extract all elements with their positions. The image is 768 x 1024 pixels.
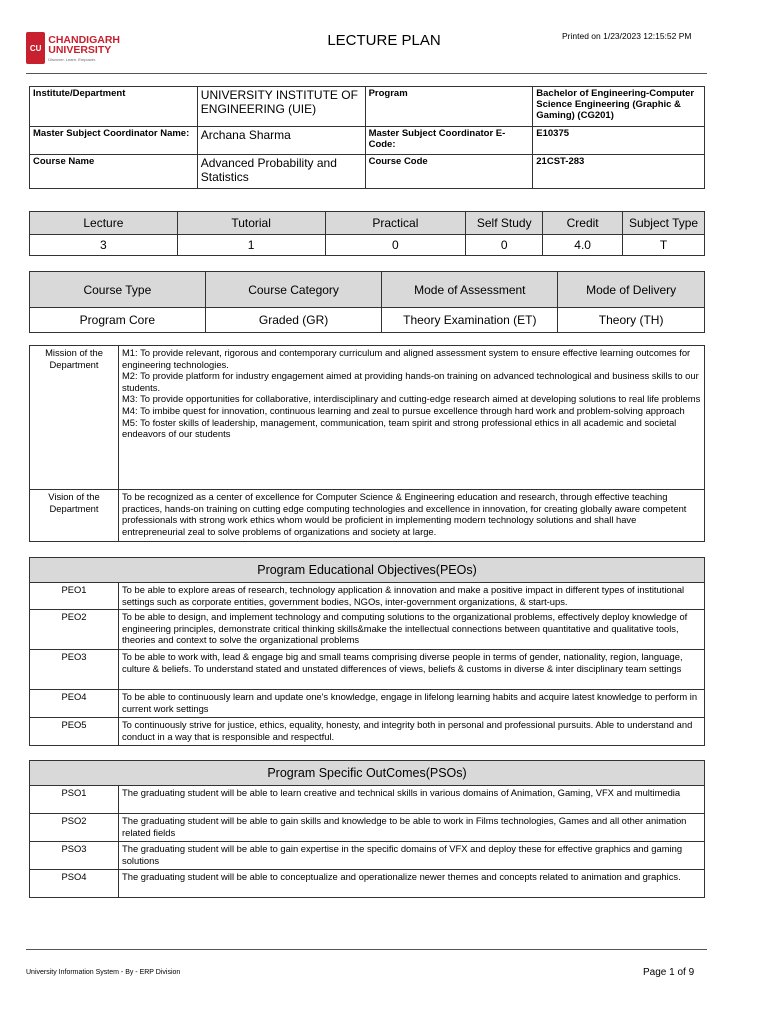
mission-item: M3: To provide opportunities for collaborative, interdisciplinary and cutting-edge research aimed at developing solutions to real life problems [122,393,701,405]
meta-value: Program Core [30,308,206,333]
logo-line1: CHANDIGARH [48,33,120,46]
header-divider [26,73,707,74]
course-name-value: Advanced Probability and Statistics [197,155,365,189]
credit-table [29,211,705,256]
coordinator-value: Archana Sharma [197,127,365,155]
mission-item: M1: To provide relevant, rigorous and contemporary curriculum and aligned assessment system to ensure effective learning outcomes for engineering technologies. [122,347,691,370]
credit-value: 1 [177,235,325,256]
credit-header: Subject Type [623,212,705,235]
peo-text: To be able to design, and implement technology and computing solutions to the organizational problems, effectively deploy knowledge of engineering principles, demonstrate critical thinking skills&make the intellectual connections between quantitative and qualitative tools, theories and context to solve the organizational problems [119,610,705,650]
peo-text: To be able to work with, lead & engage big and small teams comprising diverse people in terms of gender, nationality, region, language, culture & beliefs. To understand stated and unstated differences of views, beliefs & customs in diverse & inter disciplinary team settings [119,650,705,690]
pso-code: PSO2 [30,814,119,842]
credit-value: 4.0 [543,235,623,256]
logo-line2: UNIVERSITY [48,44,112,56]
dept-label: Institute/Department [30,87,198,127]
footer-system-label: University Information System - By - ERP Division [26,969,181,976]
dept-value: UNIVERSITY INSTITUTE OF ENGINEERING (UIE) [197,87,365,127]
mission-vision-table [29,345,705,542]
peo-code: PEO3 [30,650,119,690]
peo-code: PEO5 [30,718,119,746]
mission-item: M5: To foster skills of leadership, management, communication, team spirit and strong professional ethics in all academic and societal endeavors of our students [122,416,677,440]
course-code-value: 21CST-283 [533,155,705,189]
footer-divider [26,949,707,950]
peo-text: To be able to continuously learn and update one's knowledge, engage in lifelong learning habits and acquire latest knowledge to perform in current work settings [119,690,705,718]
coordinator-label: Master Subject Coordinator Name: [30,127,198,155]
logo-tagline: Discover. Learn. Empower. [48,56,97,62]
credit-header: Practical [325,212,466,235]
meta-header: Mode of Delivery [558,272,705,308]
coordinator-code-value: E10375 [533,127,705,155]
meta-header: Course Type [30,272,206,308]
credit-header: Lecture [30,212,178,235]
mission-text [119,346,705,490]
peo-title: Program Educational Objectives(PEOs) [30,558,705,583]
vision-label: Vision of the Department [30,490,119,542]
pso-text: The graduating student will be able to conceptualize and operationalize newer themes and concepts related to animation and graphics. [119,870,705,898]
meta-value: Graded (GR) [205,308,382,333]
meta-value: Theory Examination (ET) [382,308,558,333]
pso-code: PSO3 [30,842,119,870]
meta-header: Course Category [205,272,382,308]
coordinator-code-label: Master Subject Coordinator E-Code: [365,127,533,155]
program-label: Program [365,87,533,127]
meta-value: Theory (TH) [558,308,705,333]
printed-timestamp: Printed on 1/23/2023 12:15:52 PM [562,31,692,41]
course-code-label: Course Code [365,155,533,189]
vision-text: To be recognized as a center of excellence for Computer Science & Engineering education and research, through effective teaching practices, hands-on training on cutting edge computing technologies and excellence in innovation, for creating globally aware competent professionals with strong work ethics whom would be proficient in implementing modern technology solutions and shall have entrepreneurial zeal to solve problems of organizations and society at large. [119,490,705,542]
pso-text: The graduating student will be able to learn creative and technical skills in various domains of Animation, Gaming, VFX and multimedia [119,786,705,814]
pso-text: The graduating student will be able to gain expertise in the specific domains of VFX and deploy these for effective graphics and gaming solutions [119,842,705,870]
pso-code: PSO1 [30,786,119,814]
page-number: Page 1 of 9 [643,967,695,978]
credit-value: 0 [466,235,543,256]
mission-item: M2: To provide platform for industry engagement aimed at providing hands-on training on advanced technological and business skills to our students. [122,370,699,393]
course-meta-table [29,271,705,333]
credit-header: Tutorial [177,212,325,235]
program-value: Bachelor of Engineering-Computer Science Engineering (Graphic & Gaming) (CG201) [533,87,705,127]
mission-item: M4: To imbibe quest for innovation, continuous learning and zeal to pursue excellence through hard work and problem-solving approach [122,404,685,416]
peo-table [29,557,705,746]
credit-value: T [623,235,705,256]
pso-code: PSO4 [30,870,119,898]
credit-value: 0 [325,235,466,256]
mission-label: Mission of the Department [30,346,119,490]
credit-header: Credit [543,212,623,235]
pso-text: The graduating student will be able to gain skills and knowledge to be able to work in Films technologies, Games and all other animation related fields [119,814,705,842]
course-name-label: Course Name [30,155,198,189]
peo-code: PEO1 [30,583,119,610]
logo-mark: CU [26,32,45,64]
pso-table [29,760,705,898]
peo-text: To continuously strive for justice, ethics, equality, honesty, and integrity both in personal and professional pursuits. Able to understand and conduct in a way that is responsible and respectful. [119,718,705,746]
peo-code: PEO2 [30,610,119,650]
credit-value: 3 [30,235,178,256]
pso-title: Program Specific OutComes(PSOs) [30,761,705,786]
peo-text: To be able to explore areas of research, technology application & innovation and make a positive impact in different types of institutional settings such as corporate entities, government bodies, NGOs, inter-government organizations, & start-ups. [119,583,705,610]
meta-header: Mode of Assessment [382,272,558,308]
course-info-table [29,86,705,189]
credit-header: Self Study [466,212,543,235]
page-title: LECTURE PLAN [327,32,441,49]
peo-code: PEO4 [30,690,119,718]
